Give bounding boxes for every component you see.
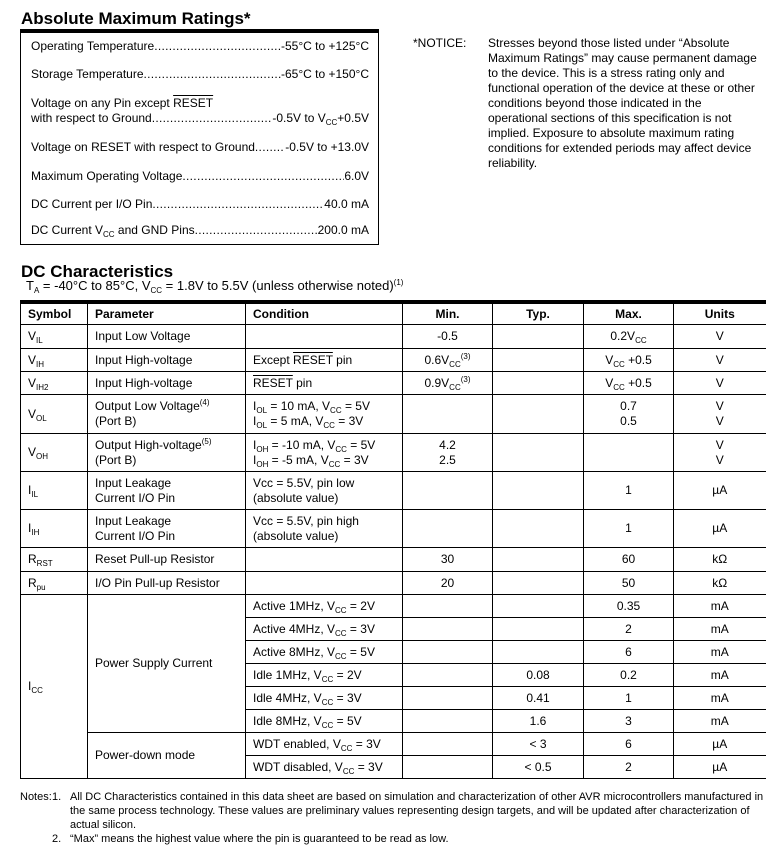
table-row: $I_{IL}$ Input Leakage Current I/O Pin Vcc = 5.5V, pin low (absolute value) 1 µA — [21, 472, 766, 510]
amr-row-max-operating-voltage: Maximum Operating Voltage ..... 6.0V — [31, 169, 369, 184]
header-typ: Typ. — [493, 302, 584, 325]
table-row: Power-down mode WDT enabled, $V_{CC} = 3V$ < 3 6 µA — [21, 733, 766, 756]
table-row: $V_{IH2}$ Input High-voltage RESET pin $0.9V_{CC}^{(3)}$ $V_{CC} +0.5$ V — [21, 372, 766, 395]
table-row: $V_{OL}$ Output Low Voltage$^{(4)}$ (Port B) $I_{OL} = 10$ mA, $V_{CC} = 5V$ $I_{OL} = 5$ mA, $V_{CC} = 3V$ 0.7 0.5 V V — [21, 395, 766, 434]
table-row: $V_{IL}$ Input Low Voltage -0.5 $0.2V_{CC}$ V — [21, 325, 766, 349]
notes-section — [20, 790, 765, 846]
table-row: WDT disabled, $V_{CC} = 3V$ < 0.5 2 µA — [21, 756, 766, 779]
header-max: Max. — [584, 302, 674, 325]
table-row: Active 8MHz, $V_{CC} = 5V$ 6 mA — [21, 641, 766, 664]
table-row: $I_{CC}$ Power Supply Current Active 1MHz, $V_{CC} = 2V$ 0.35 mA — [21, 595, 766, 618]
table-row: Active 4MHz, $V_{CC} = 3V$ 2 mA — [21, 618, 766, 641]
dc-subtitle: $T_A = -40^\circ C$ to 85°C, $V_{CC} = 1.8V$ to 5.5V (unless otherwise noted)$^{(1)}$ — [26, 278, 404, 295]
amr-row-operating-temp: Operating Temperature ..... -55°C to +125°C — [31, 39, 369, 54]
header-units: Units — [674, 302, 766, 325]
table-row: $V_{IH}$ Input High-voltage Except RESET pin $0.6V_{CC}^{(3)}$ $V_{CC} +0.5$ V — [21, 349, 766, 372]
amr-row-dc-current-io: DC Current per I/O Pin ..... 40.0 mA — [31, 197, 369, 212]
amr-row-pin-voltage: Voltage on any Pin except RESET with respect to Ground ..... -0.5V to $V_{CC}+0.5V$ — [31, 96, 369, 126]
header-min: Min. — [403, 302, 493, 325]
table-row: $I_{IH}$ Input Leakage Current I/O Pin Vcc = 5.5V, pin high (absolute value) 1 µA — [21, 510, 766, 548]
table-row: $R_{RST}$ Reset Pull-up Resistor 30 60 kΩ — [21, 548, 766, 572]
table-row: $R_{pu}$ I/O Pin Pull-up Resistor 20 50 kΩ — [21, 572, 766, 595]
note-item: 1. All DC Characteristics contained in this data sheet are based on simulation and characterization of other AVR microcontrollers manufactured in the same process technology. These values are preliminary values representing design targets, and will be updated after characterization of actual silicon. — [52, 791, 764, 831]
table-row: Idle 4MHz, $V_{CC} = 3V$ 0.41 1 mA — [21, 687, 766, 710]
notice-text: Stresses beyond those listed under “Absolute Maximum Ratings” may cause permanent damage to the device. This is a stress rating only and functional operation of the device at these or other conditions beyond those indicated in the operational sections of this specification is not implied. Exposure to absolute maximum rating conditions for extended periods may affect device reliability. — [488, 36, 757, 170]
amr-row-dc-current-vcc-gnd: DC Current $V_{CC}$ and GND Pins ..... 200.0 mA — [31, 223, 369, 238]
header-parameter: Parameter — [88, 302, 246, 325]
table-row: Idle 8MHz, $V_{CC} = 5V$ 1.6 3 mA — [21, 710, 766, 733]
notes-label: Notes: — [20, 791, 52, 803]
dc-title: DC Characteristics — [21, 262, 174, 281]
amr-box — [20, 29, 379, 245]
note-item: 2. “Max” means the highest value where the pin is guaranteed to be read as low. — [52, 833, 449, 845]
notice-label: *NOTICE: — [413, 36, 467, 50]
amr-row-reset-voltage: Voltage on RESET with respect to Ground ..... -0.5V to +13.0V — [31, 140, 369, 155]
header-symbol: Symbol — [21, 302, 88, 325]
table-row: Idle 1MHz, $V_{CC} = 2V$ 0.08 0.2 mA — [21, 664, 766, 687]
table-header-row — [21, 302, 766, 325]
header-condition: Condition — [246, 302, 403, 325]
amr-title: Absolute Maximum Ratings* — [21, 9, 251, 28]
dc-characteristics-table — [20, 300, 766, 779]
table-row: $V_{OH}$ Output High-voltage$^{(5)}$ (Port B) $I_{OH} = -10$ mA, $V_{CC} = 5V$ $I_{OH} = -5$ mA, $V_{CC} = 3V$ 4.2 2.5 V V — [21, 434, 766, 472]
amr-row-storage-temp: Storage Temperature ..... -65°C to +150°C — [31, 67, 369, 82]
